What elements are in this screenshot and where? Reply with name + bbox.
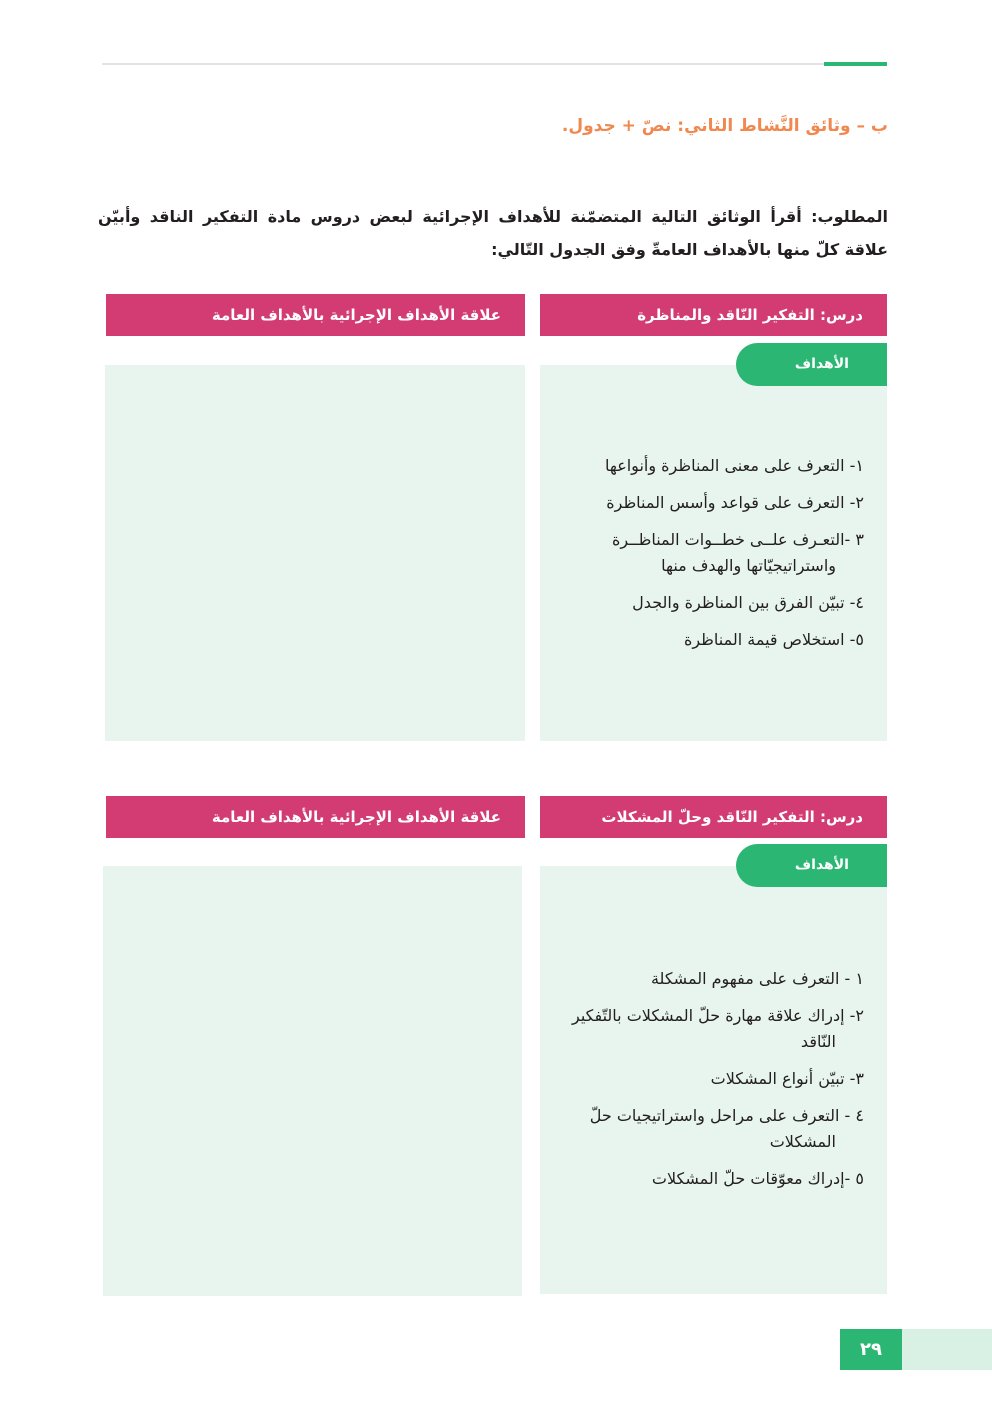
section-heading: ب – وثائق النَّشاط الثاني: نصّ + جدول. <box>561 116 888 136</box>
instruction-text: المطلوب: أقرأ الوثائق التالية المتضمّنة للأهداف الإجرائية لبعض دروس مادة التفكير الناقد وأبيّن علاقة كلّ منها بالأهداف العامةّ وفق الجدول التّالي: <box>98 207 888 259</box>
relation-header-1: علاقة الأهداف الإجرائية بالأهداف العامة <box>106 294 525 336</box>
goal-item: ١ - التعرف على مفهوم المشكلة <box>650 969 864 988</box>
page-number: ٢٩ <box>840 1329 902 1370</box>
relation-answer-area-2[interactable] <box>103 866 522 1296</box>
goal-item: ٣ -التعـرف علــى خطــوات المناظــرة واستراتيجيّاتها والهدف منها <box>612 530 864 575</box>
goal-item: ٤- تبيّن الفرق بين المناظرة والجدل <box>632 593 864 612</box>
goal-item: ٢- التعرف على قواعد وأسس المناظرة <box>606 493 864 512</box>
goal-item: ٥ -إدراك معوّقات حلّ المشكلات <box>651 1169 864 1188</box>
page-number-band <box>902 1329 992 1370</box>
top-accent-bar <box>824 62 887 66</box>
relation-answer-area-1[interactable] <box>105 365 525 741</box>
goals-label-2: الأهداف <box>736 844 887 887</box>
top-rule <box>102 63 887 65</box>
goal-item: ٥- استخلاص قيمة المناظرة <box>683 630 864 649</box>
relation-header-2: علاقة الأهداف الإجرائية بالأهداف العامة <box>106 796 525 838</box>
goal-item: ٤ - التعرف على مراحل واستراتيجيات حلّ المشكلات <box>589 1106 864 1151</box>
goals-label-1: الأهداف <box>736 343 887 386</box>
lesson-header-2: درس: التفكير النّاقد وحلّ المشكلات <box>540 796 887 838</box>
lesson-header-1: درس: التفكير النّاقد والمناظرة <box>540 294 887 336</box>
goal-item: ١- التعرف على معنى المناظرة وأنواعها <box>604 456 864 475</box>
goals-list-1 <box>564 453 864 664</box>
goal-item: ٣- تبيّن أنواع المشكلات <box>710 1069 864 1088</box>
goal-item: ٢- إدراك علاقة مهارة حلّ المشكلات بالتّفكير النّاقد <box>572 1006 864 1051</box>
goals-list-2 <box>564 966 864 1203</box>
